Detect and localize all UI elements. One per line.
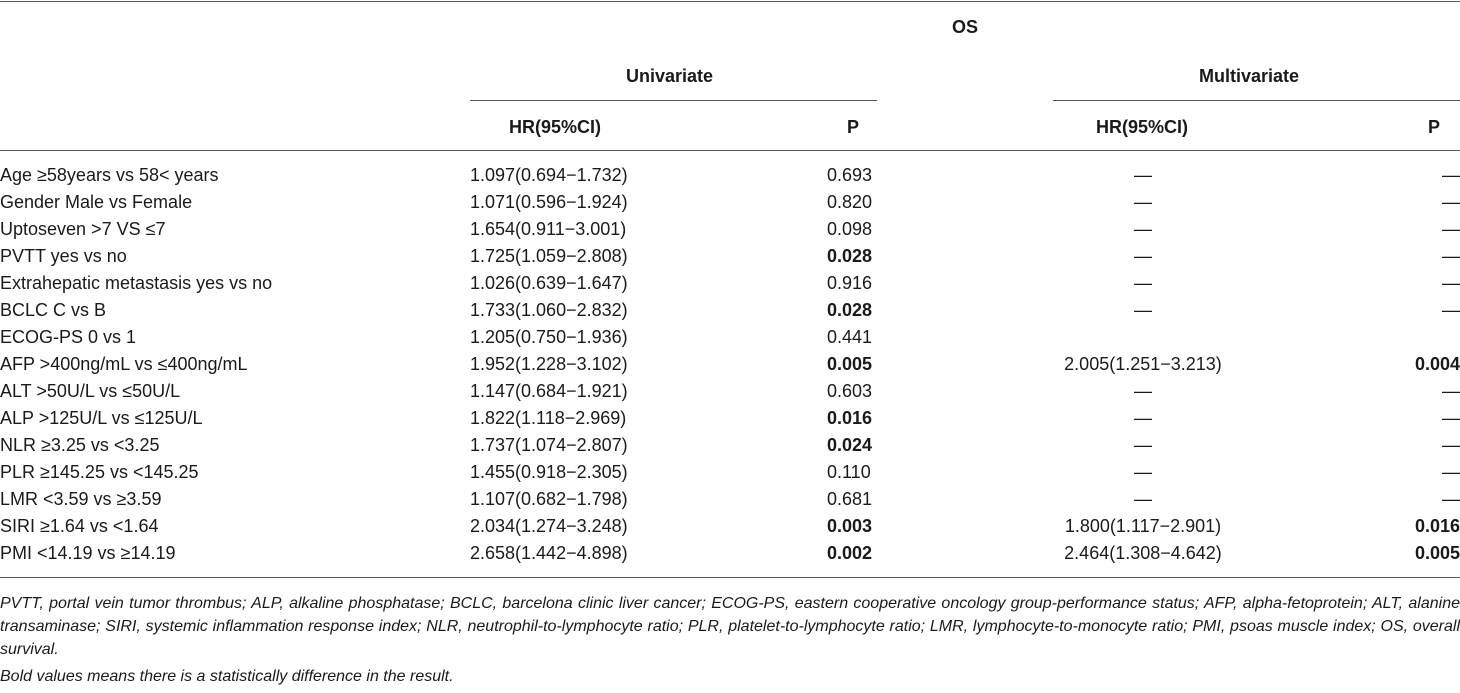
table-row <box>0 324 1460 351</box>
univariate-p-cell: 0.603 <box>827 381 873 401</box>
univariate-p-cell: 0.016 <box>827 408 873 428</box>
multivariate-p-cell: — <box>1442 273 1460 293</box>
table-row <box>0 243 1460 270</box>
multivariate-p-cell: — <box>1442 192 1460 212</box>
variable-cell: AFP >400ng/mL vs ≤400ng/mL <box>0 354 248 374</box>
multivariate-hr-cell: 1.800(1.117−2.901) <box>1064 516 1222 536</box>
univariate-p-cell: 0.024 <box>827 435 873 455</box>
multivariate-p-cell: — <box>1442 246 1460 266</box>
multivariate-hr-cell: — <box>1134 165 1152 185</box>
variable-cell: ECOG-PS 0 vs 1 <box>0 327 137 347</box>
multivariate-p-cell: — <box>1442 462 1460 482</box>
multivariate-hr-cell: — <box>1134 462 1152 482</box>
multivariate-p-cell: — <box>1442 219 1460 239</box>
multivariate-p-cell: — <box>1442 381 1460 401</box>
variable-cell: NLR ≥3.25 vs <3.25 <box>0 435 160 455</box>
multivariate-hr-cell: — <box>1134 192 1152 212</box>
univariate-p-cell: 0.098 <box>827 219 873 239</box>
univariate-hr-cell: 1.733(1.060−2.832) <box>470 300 628 320</box>
table-row <box>0 486 1460 513</box>
table-row <box>0 162 1460 189</box>
univariate-header: Univariate <box>626 66 714 86</box>
multivariate-hr-cell: — <box>1134 435 1152 455</box>
multivariate-p-cell: 0.005 <box>1414 543 1460 563</box>
univariate-hr-cell: 1.952(1.228−3.102) <box>470 354 628 374</box>
multivariate-p-cell: 0.004 <box>1414 354 1460 374</box>
multivariate-hr-cell: — <box>1134 246 1152 266</box>
multivariate-hr-cell: — <box>1134 408 1152 428</box>
variable-cell: Gender Male vs Female <box>0 192 193 212</box>
univariate-p-cell: 0.002 <box>827 543 873 563</box>
variable-cell: ALT >50U/L vs ≤50U/L <box>0 381 181 401</box>
abbreviations-footnote: PVTT, portal vein tumor thrombus; ALP, alkaline phosphatase; BCLC, barcelona clinic liver cancer; ECOG-PS, eastern cooperative oncology group-performance status; AFP, alpha-fetoprotein; ALT, alanine transaminase; SIRI, systemic inflammation response index; NLR, neutrophil-to-lymphocyte ratio; PLR, platelet-to-lymphocyte ratio; LMR, lymphocyte-to-monocyte ratio; PMI, psoas muscle index; OS, overall survival. <box>0 595 1460 658</box>
univariate-hr-cell: 2.034(1.274−3.248) <box>470 516 628 536</box>
univariate-p-cell: 0.693 <box>827 165 873 185</box>
univariate-p-cell: 0.003 <box>827 516 873 536</box>
table-top-rule <box>0 1 1460 2</box>
multivariate-hr-cell: — <box>1134 273 1152 293</box>
univariate-hr-cell: 1.822(1.118−2.969) <box>470 408 627 428</box>
multivariate-p-cell: — <box>1442 300 1460 320</box>
multivariate-underline <box>1053 100 1460 101</box>
table-row <box>0 513 1460 540</box>
univariate-hr-cell: 1.737(1.074−2.807) <box>470 435 628 455</box>
multivariate-hr-cell: — <box>1134 219 1152 239</box>
univariate-p-cell: 0.916 <box>827 273 873 293</box>
univariate-hr-cell: 1.097(0.694−1.732) <box>470 165 628 185</box>
variable-cell: Extrahepatic metastasis yes vs no <box>0 273 273 293</box>
univariate-p-cell: 0.028 <box>827 300 873 320</box>
multivariate-p-cell: — <box>1442 489 1460 509</box>
table-row <box>0 297 1460 324</box>
multivariate-p-header: P <box>1428 117 1441 137</box>
variable-cell: Age ≥58years vs 58< years <box>0 165 219 185</box>
table-row <box>0 351 1460 378</box>
univariate-p-cell: 0.005 <box>827 354 873 374</box>
univariate-hr-cell: 1.071(0.596−1.924) <box>470 192 628 212</box>
table-body <box>0 162 1460 567</box>
variable-cell: PMI <14.19 vs ≥14.19 <box>0 543 176 563</box>
univariate-p-cell: 0.028 <box>827 246 873 266</box>
multivariate-hr-cell: — <box>1134 300 1152 320</box>
univariate-hr-cell: 1.026(0.639−1.647) <box>470 273 628 293</box>
variable-cell: BCLC C vs B <box>0 300 107 320</box>
univariate-hr-cell: 1.107(0.682−1.798) <box>470 489 628 509</box>
univariate-p-cell: 0.820 <box>827 192 873 212</box>
variable-cell: Uptoseven >7 VS ≤7 <box>0 219 166 239</box>
multivariate-p-cell: — <box>1442 435 1460 455</box>
multivariate-hr-cell: — <box>1134 489 1152 509</box>
header-bottom-rule <box>0 150 1460 151</box>
table-row <box>0 432 1460 459</box>
univariate-hr-cell: 2.658(1.442−4.898) <box>470 543 628 563</box>
univariate-hr-cell: 1.205(0.750−1.936) <box>470 327 628 347</box>
table-bottom-rule <box>0 577 1460 578</box>
os-header: OS <box>952 17 979 37</box>
multivariate-p-cell: 0.016 <box>1414 516 1460 536</box>
multivariate-hr-cell: 2.464(1.308−4.642) <box>1064 543 1222 563</box>
univariate-p-cell: 0.110 <box>827 462 871 482</box>
table-row <box>0 405 1460 432</box>
multivariate-hr-header: HR(95%CI) <box>1096 117 1189 137</box>
variable-cell: ALP >125U/L vs ≤125U/L <box>0 408 203 428</box>
multivariate-hr-cell: — <box>1134 381 1152 401</box>
variable-cell: PVTT yes vs no <box>0 246 127 266</box>
univariate-p-cell: 0.681 <box>827 489 873 509</box>
univariate-hr-cell: 1.455(0.918−2.305) <box>470 462 628 482</box>
variable-cell: LMR <3.59 vs ≥3.59 <box>0 489 162 509</box>
univariate-p-header: P <box>847 117 860 137</box>
table-row <box>0 216 1460 243</box>
univariate-hr-cell: 1.725(1.059−2.808) <box>470 246 628 266</box>
multivariate-hr-cell: 2.005(1.251−3.213) <box>1064 354 1222 374</box>
multivariate-header: Multivariate <box>1199 66 1300 86</box>
bold-values-footnote: Bold values means there is a statistically difference in the result. <box>0 668 454 685</box>
univariate-hr-cell: 1.147(0.684−1.921) <box>470 381 628 401</box>
univariate-hr-header: HR(95%CI) <box>509 117 602 137</box>
table-row <box>0 540 1460 567</box>
variable-cell: SIRI ≥1.64 vs <1.64 <box>0 516 159 536</box>
univariate-p-cell: 0.441 <box>827 327 873 347</box>
multivariate-p-cell: — <box>1442 408 1460 428</box>
table-row <box>0 189 1460 216</box>
table-row <box>0 270 1460 297</box>
univariate-underline <box>470 100 877 101</box>
table-row <box>0 459 1460 486</box>
multivariate-p-cell: — <box>1442 165 1460 185</box>
univariate-hr-cell: 1.654(0.911−3.001) <box>470 219 627 239</box>
table-row <box>0 378 1460 405</box>
variable-cell: PLR ≥145.25 vs <145.25 <box>0 462 199 482</box>
